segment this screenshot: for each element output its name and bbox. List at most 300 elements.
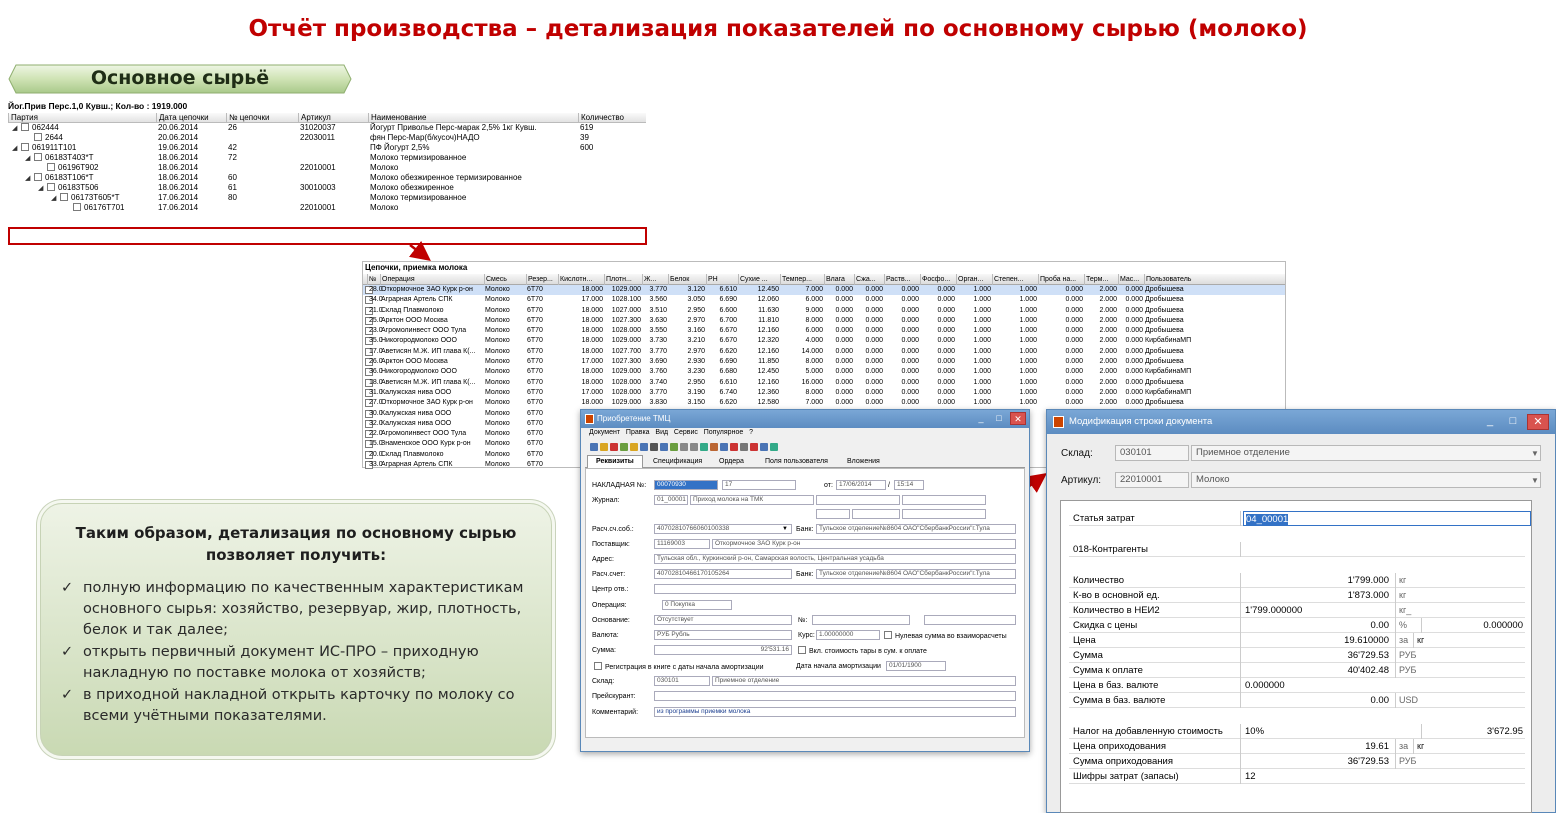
property-row[interactable] xyxy=(1069,724,1525,739)
grid-cell: 0.000 xyxy=(835,306,853,314)
tree-column-header[interactable]: Дата цепочки xyxy=(156,113,226,123)
time-field[interactable]: 15:14 xyxy=(894,480,924,490)
property-label: Цена xyxy=(1069,633,1241,648)
property-row[interactable] xyxy=(1069,542,1525,557)
grid-column-header[interactable]: Фосфо... xyxy=(920,274,956,285)
grid-cell: 18.000 xyxy=(581,368,603,376)
invoice-number-field[interactable]: 00070930 xyxy=(654,480,718,490)
toolbar xyxy=(581,438,1029,452)
grid-cell: Дробышева xyxy=(1145,358,1184,366)
cost-item-value[interactable]: 04_00001 xyxy=(1246,514,1289,525)
property-value[interactable] xyxy=(1243,542,1523,557)
grid-cell: Склад Плавмолоко xyxy=(381,450,444,458)
property-row[interactable] xyxy=(1069,693,1525,708)
grid-cell: Молоко xyxy=(485,347,510,355)
grid-cell: 0.000 xyxy=(1125,399,1143,407)
grid-column-header[interactable]: Резер... xyxy=(526,274,558,285)
grid-header xyxy=(363,274,1285,285)
journal-label: Журнал: xyxy=(592,497,620,504)
grid-cell: 18.000 xyxy=(581,378,603,386)
operation-field[interactable]: 0 Покупка xyxy=(662,600,732,610)
tab-user-fields[interactable]: Поля пользователя xyxy=(765,458,828,465)
own-account-field[interactable]: 40702810766060100338 xyxy=(654,524,792,534)
grid-row[interactable] xyxy=(363,295,1285,305)
menu-edit[interactable]: Правка xyxy=(625,429,650,436)
blank-field-5[interactable] xyxy=(902,509,986,519)
journal-name-field[interactable]: Приход молока на ТМК xyxy=(690,495,814,505)
grid-cell: 0.000 xyxy=(1125,296,1143,304)
grid-cell: 0.000 xyxy=(1125,306,1143,314)
grid-cell: 0.000 xyxy=(937,306,955,314)
grid-cell: 1.000 xyxy=(973,378,991,386)
blank-field-1[interactable] xyxy=(816,495,900,505)
purchase-title: Приобретение ТМЦ xyxy=(597,414,671,423)
number-field[interactable] xyxy=(812,615,910,625)
batch-id: 06183T106*T xyxy=(45,173,94,182)
comment-field[interactable]: из программы приемки молока xyxy=(654,707,1016,717)
minimize-button[interactable]: _ xyxy=(1486,415,1494,427)
tree-column-header[interactable]: № цепочки xyxy=(226,113,298,123)
grid-cell: 0.000 xyxy=(865,296,883,304)
grid-cell: 0.000 xyxy=(937,337,955,345)
grid-cell: Молоко xyxy=(485,327,510,335)
property-label: Цена оприходования xyxy=(1069,739,1241,754)
property-value[interactable]: 0.00 xyxy=(1370,620,1389,631)
unit-label: % xyxy=(1395,618,1421,633)
property-value[interactable]: 36'729.53 xyxy=(1347,756,1389,767)
maximize-button[interactable]: □ xyxy=(1509,415,1517,427)
tab-attachments[interactable]: Вложения xyxy=(847,458,880,465)
grid-cell: 12.450 xyxy=(757,368,779,376)
grid-cell: 3.230 xyxy=(687,368,705,376)
property-value[interactable]: 12 xyxy=(1245,771,1256,782)
grid-row[interactable] xyxy=(363,316,1285,326)
grid-column-header[interactable]: Темпер... xyxy=(780,274,824,285)
grid-column-header[interactable]: Белок xyxy=(668,274,706,285)
grid-cell: 6Т70 xyxy=(527,430,543,438)
toolbar-close-icon[interactable] xyxy=(750,443,758,451)
grid-cell: 0.000 xyxy=(937,358,955,366)
grid-cell: 6Т70 xyxy=(527,368,543,376)
property-value[interactable]: 1'799.000 xyxy=(1347,575,1389,586)
grid-cell: 0.000 xyxy=(835,378,853,386)
batch-id: 06173T605*T xyxy=(71,193,120,202)
blank-field-3[interactable] xyxy=(816,509,850,519)
toolbar-new-icon[interactable] xyxy=(590,443,598,451)
grid-cell: 6Т70 xyxy=(527,296,543,304)
grid-column-header[interactable]: Влага xyxy=(824,274,854,285)
article-code-field[interactable]: 22010001 xyxy=(1115,472,1189,488)
property-value[interactable]: 19.61 xyxy=(1365,741,1389,752)
grid-column-header[interactable]: Смесь xyxy=(484,274,526,285)
chevron-down-icon[interactable]: ▼ xyxy=(1531,476,1539,485)
grid-cell: 2.000 xyxy=(1099,296,1117,304)
grid-cell: Откормочное ЗАО Курк р-он xyxy=(381,399,473,407)
grid-cell: 4.000 xyxy=(805,337,823,345)
address-field[interactable]: Тульская обл., Куркинский р-он, Самарская волость, Центральная усадьба xyxy=(654,554,1016,564)
tree-column-header[interactable]: Количество xyxy=(578,113,646,123)
grid-cell: 3.730 xyxy=(649,337,667,345)
grid-cell: 3.740 xyxy=(649,378,667,386)
zero-sum-checkbox[interactable]: Нулевая сумма во взаиморасчеты xyxy=(884,631,1007,642)
grid-cell: 30.0 xyxy=(369,409,383,417)
expand-icon[interactable]: ◢ xyxy=(25,155,31,162)
property-value[interactable] xyxy=(1243,511,1531,526)
property-extra-value[interactable]: 3'672.95 xyxy=(1421,724,1523,739)
tab-strip xyxy=(585,454,1025,468)
registration-checkbox[interactable]: Регистрация в книге с даты начала амортизации xyxy=(594,662,764,673)
toolbar-copy-icon[interactable] xyxy=(620,443,628,451)
toolbar-undo-icon[interactable] xyxy=(680,443,688,451)
grid-column-header[interactable]: PH xyxy=(706,274,738,285)
property-label: Сумма xyxy=(1069,648,1241,663)
grid-cell: 6.680 xyxy=(719,368,737,376)
toolbar-paste-icon[interactable] xyxy=(630,443,638,451)
note-item: ✓ в приходной накладной открыть карточку по молоку со всеми учётными показателями. xyxy=(61,685,551,727)
property-value[interactable]: 0.000000 xyxy=(1245,680,1285,691)
property-value[interactable]: 40'402.48 xyxy=(1347,665,1389,676)
supplier-name-field[interactable]: Откормочное ЗАО Курк р-он xyxy=(712,539,1016,549)
sum-field[interactable]: 92'531.16 xyxy=(654,645,792,655)
grid-cell: 1.000 xyxy=(973,316,991,324)
bank-field[interactable]: Тульское отделение№8604 ОАО"СбербанкРоссии"г.Тула xyxy=(816,524,1016,534)
expand-icon[interactable]: ◢ xyxy=(25,175,31,182)
tree-column-header[interactable]: Артикул xyxy=(298,113,368,123)
grid-cell: КирбабинаМП xyxy=(1145,388,1192,396)
grid-cell: 2.000 xyxy=(1099,399,1117,407)
grid-column-header[interactable]: Орган... xyxy=(956,274,992,285)
grid-column-header[interactable]: Раств... xyxy=(884,274,920,285)
grid-cell: 33.0 xyxy=(369,461,383,469)
grid-cell: 3.510 xyxy=(649,306,667,314)
app-icon xyxy=(585,414,594,424)
property-label: К-во в основной ед. xyxy=(1069,588,1241,603)
grid-cell: 32.0 xyxy=(369,419,383,427)
property-row[interactable] xyxy=(1069,588,1525,603)
supplier-code-field[interactable]: 11169003 xyxy=(654,539,710,549)
menu-popular[interactable]: Популярное xyxy=(703,429,744,436)
grid-cell: 35.0 xyxy=(369,337,383,345)
grid-cell: Дробышева xyxy=(1145,306,1184,314)
toolbar-filter-icon[interactable] xyxy=(670,443,678,451)
property-row[interactable] xyxy=(1069,663,1525,678)
warehouse-name-field[interactable]: Приемное отделение xyxy=(1191,445,1541,461)
batch-id: 06176T701 xyxy=(84,203,125,212)
price-list-label: Прейскурант: xyxy=(592,693,636,700)
toolbar-redo-icon[interactable] xyxy=(690,443,698,451)
grid-cell: 0.000 xyxy=(1125,378,1143,386)
grid-cell: 36.0 xyxy=(369,368,383,376)
currency-field[interactable]: РУБ Рубль xyxy=(654,630,792,640)
toolbar-save-icon[interactable] xyxy=(640,443,648,451)
rate-field[interactable]: 1.00000000 xyxy=(816,630,880,640)
grid-column-header[interactable]: Сжа... xyxy=(854,274,884,285)
grid-cell: 12.160 xyxy=(757,378,779,386)
grid-cell: 0.000 xyxy=(865,337,883,345)
maximize-button[interactable]: □ xyxy=(996,413,1002,423)
grid-row[interactable] xyxy=(363,388,1285,398)
grid-cell: 34.0 xyxy=(369,296,383,304)
grid-cell: 0.000 xyxy=(835,337,853,345)
grid-cell: 6.740 xyxy=(719,388,737,396)
tree-cell-date: 20.06.2014 xyxy=(158,133,199,142)
grid-cell: 1.000 xyxy=(1019,347,1037,355)
tree-cell-qty: 600 xyxy=(580,143,594,152)
grid-column-header[interactable]: Проба на... xyxy=(1038,274,1084,285)
toolbar-delete-icon[interactable] xyxy=(610,443,618,451)
responsibility-center-field[interactable] xyxy=(654,584,1016,594)
grid-cell: 1.000 xyxy=(1019,358,1037,366)
toolbar-settings-icon[interactable] xyxy=(740,443,748,451)
grid-column-header[interactable]: Терм... xyxy=(1084,274,1118,285)
tree-cell-art: 22010001 xyxy=(300,163,336,172)
property-row[interactable] xyxy=(1069,511,1525,526)
grid-cell: 26.0 xyxy=(369,358,383,366)
toolbar-chart-icon[interactable] xyxy=(730,443,738,451)
tare-checkbox[interactable]: Вкл. стоимость тары в сум. к оплате xyxy=(798,646,927,657)
note-list xyxy=(61,578,551,727)
grid-cell: 1.000 xyxy=(973,327,991,335)
bank2-field[interactable]: Тульское отделение№8604 ОАО"СбербанкРоссии"г.Тула xyxy=(816,569,1016,579)
property-row[interactable] xyxy=(1069,633,1525,648)
toolbar-refresh-icon[interactable] xyxy=(700,443,708,451)
article-name-field[interactable]: Молоко xyxy=(1191,472,1541,488)
grid-row[interactable] xyxy=(363,347,1285,357)
account-label: Расч.счет: xyxy=(592,571,626,578)
tree-column-header[interactable]: Наименование xyxy=(368,113,578,123)
date-separator: / xyxy=(888,482,890,489)
grid-cell: 3.830 xyxy=(649,399,667,407)
close-button[interactable]: ✕ xyxy=(1527,414,1549,430)
grid-cell: 0.000 xyxy=(1065,368,1083,376)
grid-row[interactable] xyxy=(363,367,1285,377)
menu-service[interactable]: Сервис xyxy=(673,429,698,436)
grid-row[interactable] xyxy=(363,306,1285,316)
grid-cell: 6Т70 xyxy=(527,306,543,314)
toolbar-print-icon[interactable] xyxy=(650,443,658,451)
grid-cell: 0.000 xyxy=(1065,399,1083,407)
grid-column-header[interactable]: Сухие ... xyxy=(738,274,780,285)
grid-column-header[interactable]: Плотн... xyxy=(604,274,642,285)
expand-icon[interactable]: ◢ xyxy=(38,185,44,192)
grid-cell: 6Т70 xyxy=(527,347,543,355)
grid-cell: 0.000 xyxy=(865,378,883,386)
property-row[interactable] xyxy=(1069,754,1525,769)
property-label: Сумма оприходования xyxy=(1069,754,1241,769)
grid-cell: 0.000 xyxy=(835,327,853,335)
property-value[interactable]: 10% xyxy=(1245,726,1265,737)
grid-cell: 1027.700 xyxy=(611,347,641,355)
chevron-down-icon[interactable]: ▼ xyxy=(1531,449,1539,458)
journal-code-field[interactable]: 01_00001 xyxy=(654,495,688,505)
menu-document[interactable]: Документ xyxy=(589,429,621,436)
grid-cell: 3.770 xyxy=(649,388,667,396)
blank-field-2[interactable] xyxy=(902,495,986,505)
property-row[interactable] xyxy=(1069,739,1525,754)
property-label: 018-Контрагенты xyxy=(1069,542,1241,557)
grid-cell: 6.670 xyxy=(719,337,737,345)
grid-cell: 0.000 xyxy=(1125,316,1143,324)
number-extra-field[interactable] xyxy=(924,615,1016,625)
grid-cell: Аграрная Артель СПК xyxy=(381,461,453,469)
grid-cell: 28.0 xyxy=(369,286,383,293)
expand-icon[interactable]: ◢ xyxy=(12,145,18,152)
grid-cell: КирбабинаМП xyxy=(1145,368,1192,376)
grid-cell: 0.000 xyxy=(1065,337,1083,345)
warehouse-code-field[interactable]: 030101 xyxy=(1115,445,1189,461)
property-label: Сумма к оплате xyxy=(1069,663,1241,678)
grid-cell: Склад Плавмолоко xyxy=(381,306,444,314)
grid-cell: 2.000 xyxy=(1099,368,1117,376)
property-label: Цена в баз. валюте xyxy=(1069,678,1241,693)
property-label: Налог на добавленную стоимость xyxy=(1069,724,1241,739)
menu-help[interactable]: ? xyxy=(749,429,753,436)
property-row[interactable] xyxy=(1069,769,1525,784)
grid-cell: 0.000 xyxy=(901,368,919,376)
grid-cell: 2.000 xyxy=(1099,306,1117,314)
grid-cell: Молоко xyxy=(485,296,510,304)
property-row[interactable] xyxy=(1069,648,1525,663)
menu-view[interactable]: Вид xyxy=(655,429,669,436)
warehouse-code-field[interactable]: 030101 xyxy=(654,676,710,686)
grid-cell: 3.770 xyxy=(649,286,667,293)
date-field[interactable]: 17/06/2014 xyxy=(836,480,886,490)
grid-cell: 0.000 xyxy=(835,316,853,324)
grid-cell: Молоко xyxy=(485,409,510,417)
grid-column-header[interactable]: Операция xyxy=(380,274,484,285)
property-value[interactable]: 19.610000 xyxy=(1344,635,1389,646)
unit-value: кг xyxy=(1413,739,1453,754)
property-label: Количество в НЕИ2 xyxy=(1069,603,1241,618)
expand-icon[interactable]: ◢ xyxy=(12,125,18,132)
grid-row[interactable] xyxy=(363,285,1285,295)
amortization-date-field[interactable]: 01/01/1900 xyxy=(886,661,946,671)
article-label: Артикул: xyxy=(1061,475,1102,486)
grid-cell: 18.000 xyxy=(581,327,603,335)
property-value[interactable]: 1'873.000 xyxy=(1347,590,1389,601)
grid-cell: Калужская нива ООО xyxy=(381,409,452,417)
purchase-window xyxy=(580,409,1030,752)
grid-cell: 0.000 xyxy=(865,368,883,376)
tree-cell-date: 18.06.2014 xyxy=(158,163,199,172)
tree-cell-name: Молоко xyxy=(370,163,399,172)
close-button[interactable]: ✕ xyxy=(1010,412,1026,425)
bank-label: Банк: xyxy=(796,526,814,533)
grid-cell: 6Т70 xyxy=(527,358,543,366)
property-extra-value[interactable]: 0.000000 xyxy=(1421,618,1523,633)
grid-cell: 17.000 xyxy=(581,388,603,396)
grid-cell: 0.000 xyxy=(835,296,853,304)
basis-field[interactable]: Отсутствует xyxy=(654,615,792,625)
property-value[interactable]: 1'799.000000 xyxy=(1245,605,1303,616)
tree-cell-date: 18.06.2014 xyxy=(158,173,199,182)
grid-cell: 12.580 xyxy=(757,399,779,407)
grid-cell: 3.770 xyxy=(649,347,667,355)
toolbar-open-icon[interactable] xyxy=(600,443,608,451)
batch-id: 06183T403*T xyxy=(45,153,94,162)
grid-row[interactable] xyxy=(363,336,1285,346)
grid-column-header[interactable]: Степен... xyxy=(992,274,1038,285)
grid-cell: 0.000 xyxy=(901,378,919,386)
grid-cell: 1029.000 xyxy=(611,286,641,293)
grid-cell: 0.000 xyxy=(1125,388,1143,396)
tree-column-header[interactable]: Партия xyxy=(8,113,156,123)
tab-orders[interactable]: Ордера xyxy=(719,458,744,465)
grid-cell: 1028.000 xyxy=(611,327,641,335)
price-list-field[interactable] xyxy=(654,691,1016,701)
invoice-suffix-field[interactable]: 17 xyxy=(722,480,796,490)
tab-requisites[interactable]: Реквизиты xyxy=(587,455,643,468)
grid-cell: Молоко xyxy=(485,337,510,345)
blank-field-4[interactable] xyxy=(852,509,900,519)
grid-column-header[interactable]: Пользователь xyxy=(1144,274,1210,285)
grid-row[interactable] xyxy=(363,326,1285,336)
grid-cell: 2.000 xyxy=(1099,388,1117,396)
grid-cell: 0.000 xyxy=(865,286,883,293)
grid-cell: 2.000 xyxy=(1099,358,1117,366)
grid-cell: 15.0 xyxy=(369,440,383,448)
dropdown-icon[interactable]: ▼ xyxy=(782,526,788,532)
property-value[interactable]: 36'729.53 xyxy=(1347,650,1389,661)
grid-row[interactable] xyxy=(363,357,1285,367)
grid-row[interactable] xyxy=(363,378,1285,388)
supplier-label: Поставщик: xyxy=(592,541,630,548)
toolbar-export-icon[interactable] xyxy=(710,443,718,451)
grid-column-header[interactable]: Мас... xyxy=(1118,274,1144,285)
grid-cell: 2.970 xyxy=(687,316,705,324)
toolbar-info-icon[interactable] xyxy=(770,443,778,451)
property-row[interactable] xyxy=(1069,618,1525,633)
grid-cell: 0.000 xyxy=(1065,358,1083,366)
grid-cell: 1027.000 xyxy=(611,306,641,314)
toolbar-import-icon[interactable] xyxy=(720,443,728,451)
grid-cell: Калужская нива ООО xyxy=(381,419,452,427)
operation-label: Операция: xyxy=(592,602,627,609)
grid-cell: 3.690 xyxy=(649,358,667,366)
minimize-button[interactable]: _ xyxy=(978,413,984,423)
banner-label: Основное сырьё xyxy=(90,67,270,89)
property-value[interactable]: 0.00 xyxy=(1370,695,1389,706)
toolbar-find-icon[interactable] xyxy=(660,443,668,451)
grid-cell: 0.000 xyxy=(901,306,919,314)
grid-row[interactable] xyxy=(363,398,1285,408)
property-row[interactable] xyxy=(1069,678,1525,693)
tab-specification[interactable]: Спецификация xyxy=(653,458,703,465)
grid-cell: 2.970 xyxy=(687,347,705,355)
warehouse-name-field[interactable]: Приемное отделение xyxy=(712,676,1016,686)
property-label: Сумма в баз. валюте xyxy=(1069,693,1241,708)
tree-cell-date: 19.06.2014 xyxy=(158,143,199,152)
grid-cell: 0.000 xyxy=(835,399,853,407)
unit-label: USD xyxy=(1395,693,1421,708)
account-field[interactable]: 40702810466170105264 xyxy=(654,569,792,579)
property-row[interactable] xyxy=(1069,573,1525,588)
grid-cell: 1.000 xyxy=(973,347,991,355)
grid-column-header[interactable]: Кислотн... xyxy=(558,274,604,285)
property-row[interactable] xyxy=(1069,603,1525,618)
grid-column-header[interactable]: Ж... xyxy=(642,274,668,285)
grid-cell: 0.000 xyxy=(865,388,883,396)
grid-cell: 0.000 xyxy=(937,327,955,335)
grid-cell: 0.000 xyxy=(1065,327,1083,335)
grid-column-header[interactable]: № xyxy=(367,274,380,285)
toolbar-help-icon[interactable] xyxy=(760,443,768,451)
grid-cell: Молоко xyxy=(485,430,510,438)
tree-cell-date: 20.06.2014 xyxy=(158,123,199,132)
grid-cell: 0.000 xyxy=(901,296,919,304)
grid-cell: 1.000 xyxy=(1019,399,1037,407)
expand-icon[interactable]: ◢ xyxy=(51,195,57,202)
